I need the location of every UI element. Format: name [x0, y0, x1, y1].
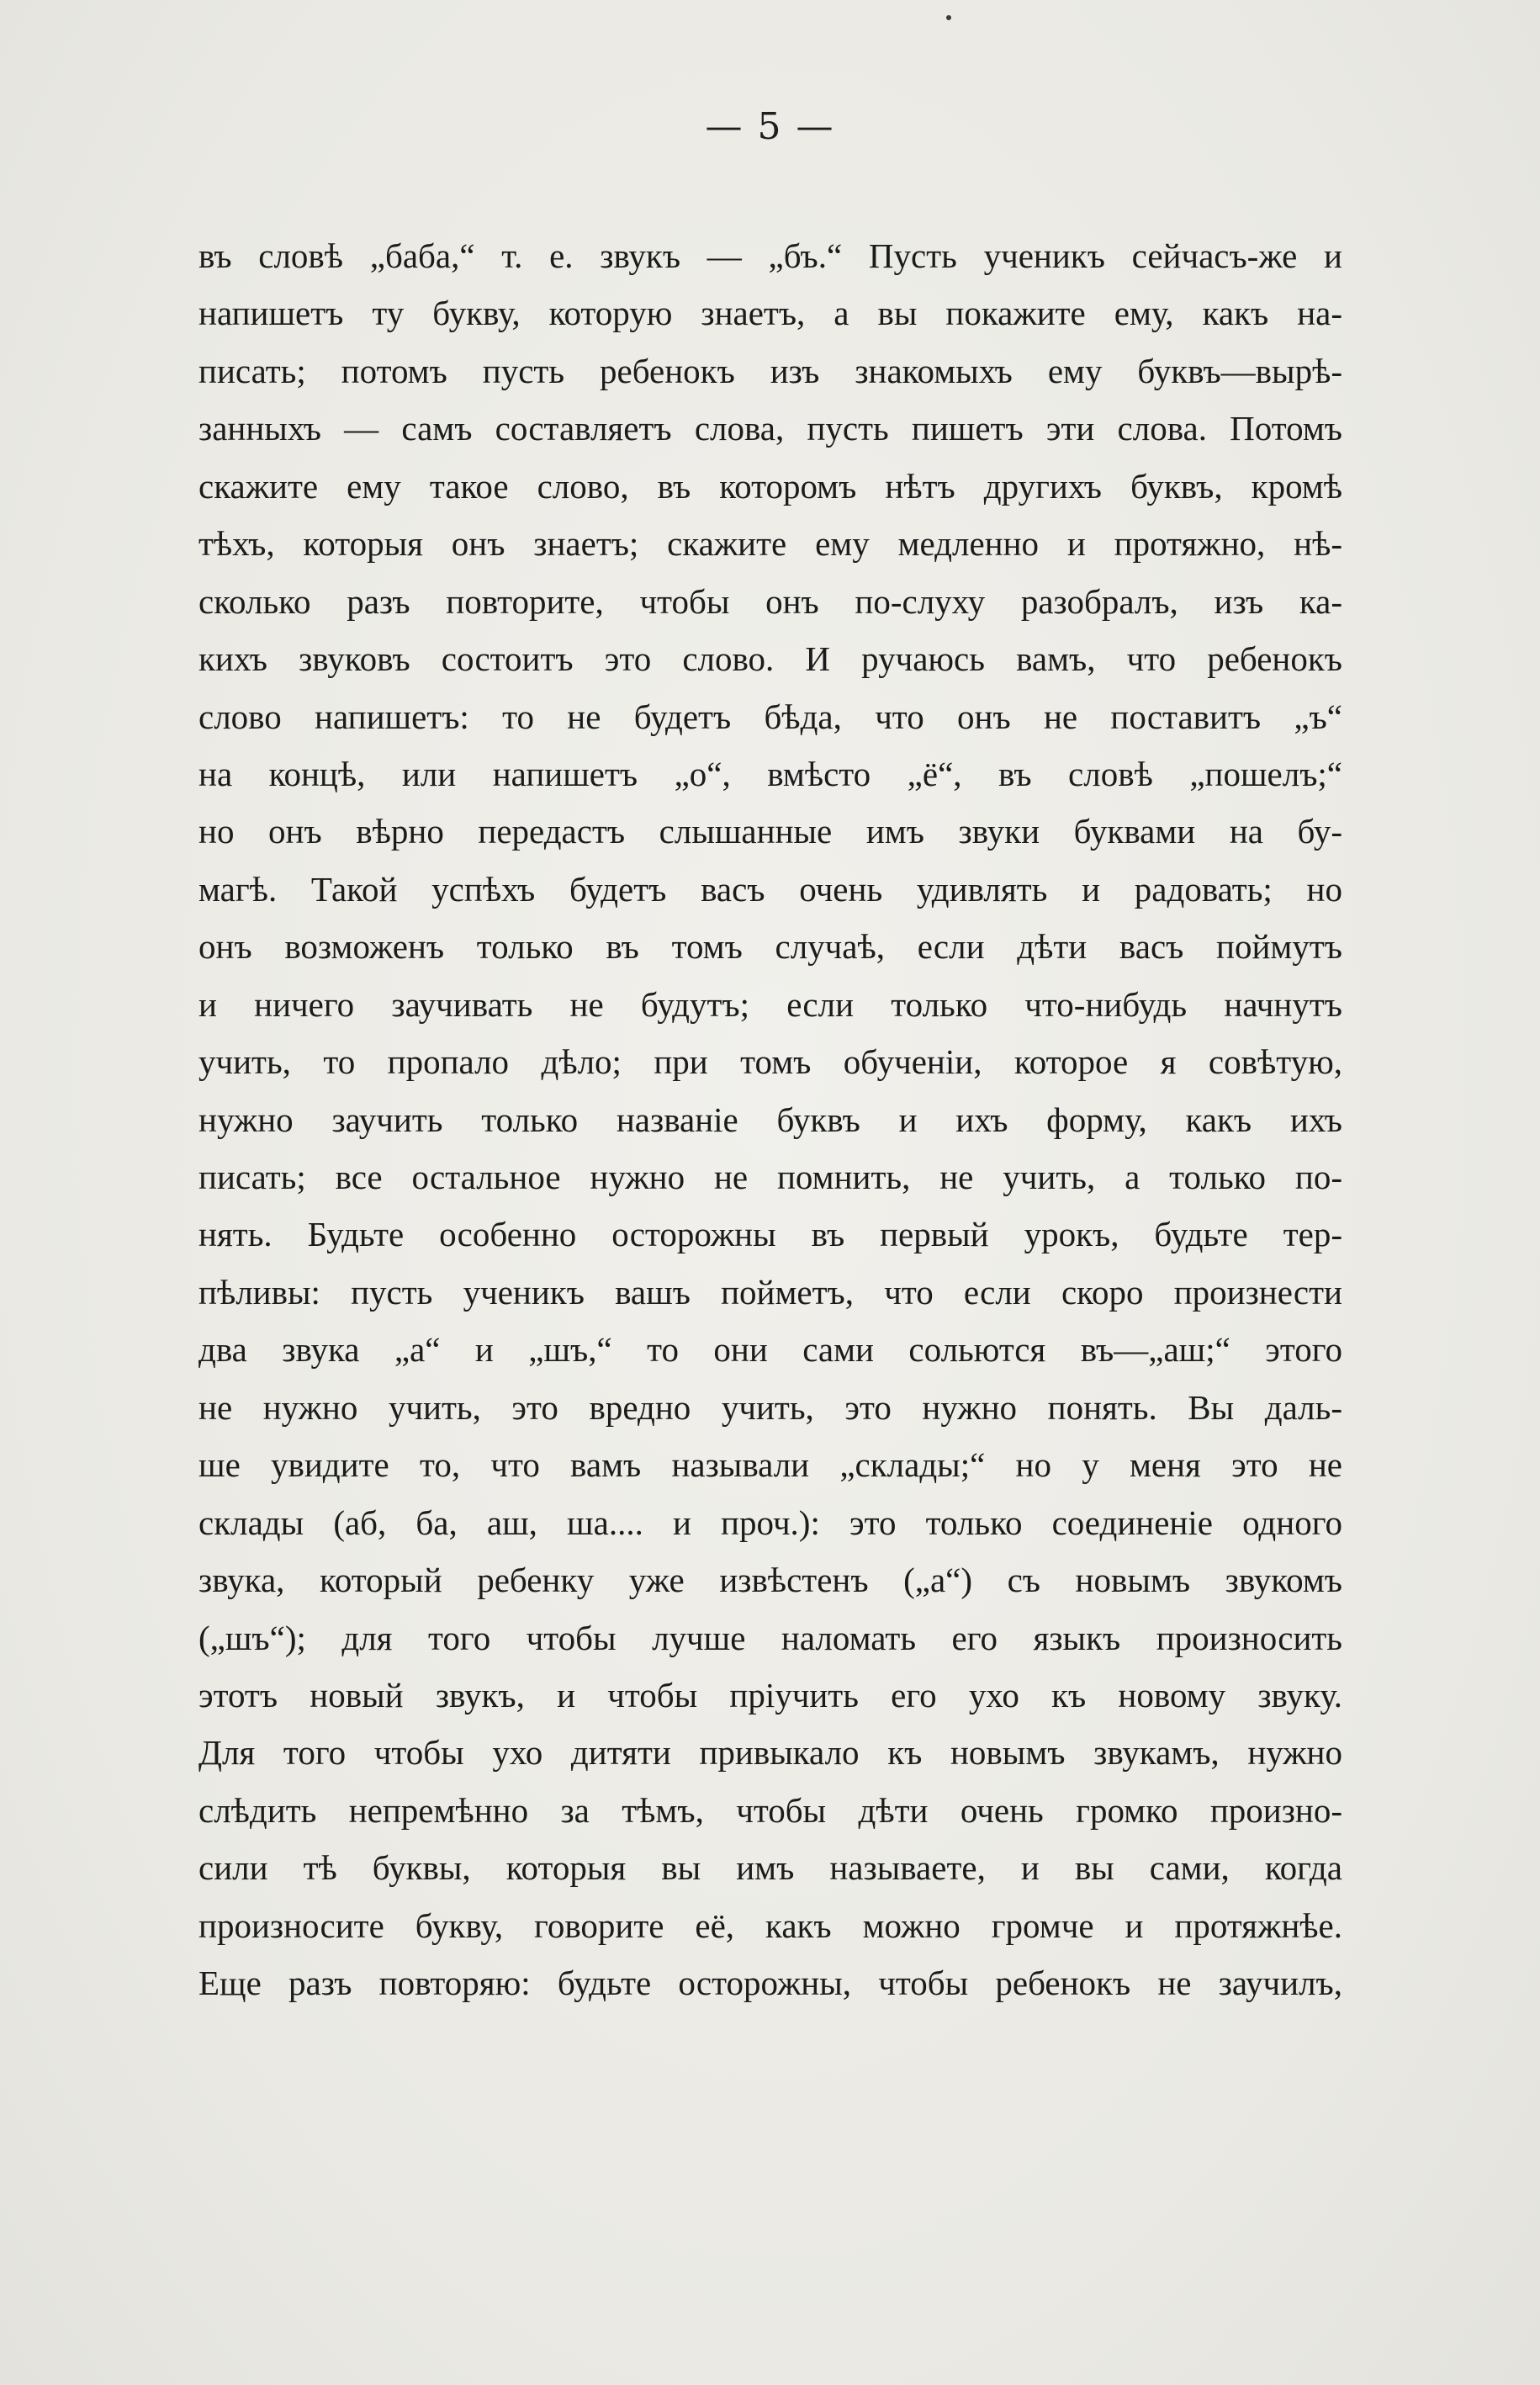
text-line: сколько разъ повторите, чтобы онъ по-слуху разобралъ, изъ ка- — [198, 581, 1342, 621]
text-line: но онъ вѣрно передастъ слышанные имъ звуки буквами на бу- — [198, 812, 1342, 851]
text-line: учить, то пропало дѣло; при томъ обученіи, которое я совѣтую, — [198, 1042, 1342, 1082]
text-line: скажите ему такое слово, въ которомъ нѣтъ другихъ буквъ, кромѣ — [198, 466, 1342, 506]
text-line: писать; потомъ пусть ребенокъ изъ знакомыхъ ему буквъ—вырѣ- — [198, 351, 1342, 390]
text-line: произносите букву, говорите её, какъ можно громче и протяжнѣе. — [198, 1905, 1342, 1945]
text-line: нужно заучить только названіе буквъ и ихъ форму, какъ ихъ — [198, 1100, 1342, 1139]
text-line: этотъ новый звукъ, и чтобы пріучить его ухо къ новому звуку. — [198, 1675, 1342, 1715]
text-line: склады (аб, ба, аш, ша.... и проч.): это только соединеніе одного — [198, 1503, 1342, 1542]
text-line: два звука „а“ и „шъ,“ то они сами сольются въ—„аш;“ этого — [198, 1330, 1342, 1370]
text-line: кихъ звуковъ состоитъ это слово. И ручаюсь вамъ, что ребенокъ — [198, 639, 1342, 679]
text-line: нять. Будьте особенно осторожны въ первый урокъ, будьте тер- — [198, 1215, 1342, 1254]
text-line: и ничего заучивать не будутъ; если только что-нибудь начнутъ — [198, 984, 1342, 1024]
body-text — [198, 227, 1342, 2012]
text-line: слѣдить непремѣнно за тѣмъ, чтобы дѣти очень громко произно- — [198, 1790, 1342, 1830]
text-line: на концѣ, или напишетъ „о“, вмѣсто „ё“, въ словѣ „пошелъ;“ — [198, 754, 1342, 793]
text-line: Для того чтобы ухо дитяти привыкало къ новымъ звукамъ, нужно — [198, 1733, 1342, 1773]
text-line: пѣливы: пусть ученикъ вашъ пойметъ, что если скоро произнести — [198, 1272, 1342, 1312]
ink-speck — [946, 15, 951, 20]
text-line: напишетъ ту букву, которую знаетъ, а вы покажите ему, какъ на- — [198, 294, 1342, 333]
text-line: писать; все остальное нужно не помнить, не учить, а только по- — [198, 1158, 1342, 1196]
text-line: слово напишетъ: то не будетъ бѣда, что онъ не поставитъ „ъ“ — [198, 697, 1342, 736]
text-line: звука, который ребенку уже извѣстенъ („а“) съ новымъ звукомъ — [198, 1561, 1342, 1600]
text-line: онъ возможенъ только въ томъ случаѣ, если дѣти васъ поймутъ — [198, 927, 1342, 967]
text-line: („шъ“); для того чтобы лучше наломать его языкъ произносить — [198, 1618, 1342, 1657]
text-line: не нужно учить, это вредно учить, это нужно понять. Вы даль- — [198, 1387, 1342, 1427]
text-line: тѣхъ, которыя онъ знаетъ; скажите ему медленно и протяжно, нѣ- — [198, 524, 1342, 564]
text-line: ше увидите то, что вамъ называли „склады;“ но у меня это не — [198, 1445, 1342, 1485]
text-line: магѣ. Такой успѣхъ будетъ васъ очень удивлять и радовать; но — [198, 869, 1342, 909]
text-line: Еще разъ повторяю: будьте осторожны, чтобы ребенокъ не заучилъ, — [198, 1964, 1342, 2003]
page-number: — 5 — — [705, 105, 835, 148]
text-line: въ словѣ „баба,“ т. е. звукъ — „бъ.“ Пусть ученикъ сейчасъ-же и — [198, 236, 1342, 275]
text-line: занныхъ — самъ составляетъ слова, пусть пишетъ эти слова. Потомъ — [198, 409, 1342, 448]
text-line: сили тѣ буквы, которыя вы имъ называете, и вы сами, когда — [198, 1848, 1342, 1888]
